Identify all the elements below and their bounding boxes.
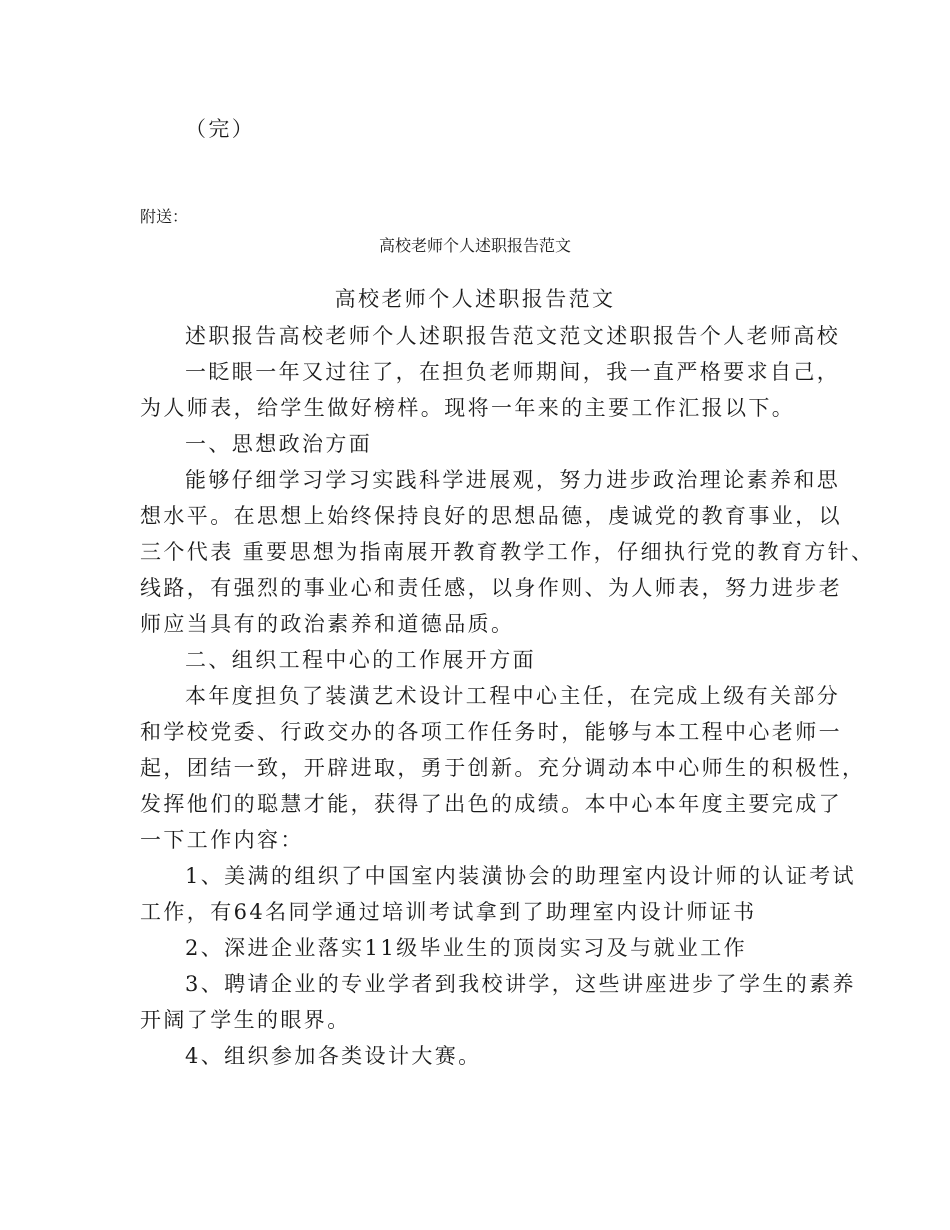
paragraph-line: 一下工作内容：: [140, 828, 304, 852]
paragraph-line: 线路，有强烈的事业心和责任感，以身作则、为人师表，努力进步老: [140, 576, 842, 600]
paragraph-line: 开阔了学生的眼界。: [140, 1008, 351, 1032]
paragraph-line: 为人师表，给学生做好榜样。现将一年来的主要工作汇报以下。: [140, 396, 796, 420]
paragraph-line: 本年度担负了装潢艺术设计工程中心主任，在完成上级有关部分: [185, 684, 841, 708]
section-heading: 二、组织工程中心的工作展开方面: [185, 648, 536, 672]
list-item: 1、美满的组织了中国室内装潢协会的助理室内设计师的认证考试: [185, 864, 856, 888]
attachment-title: 高校老师个人述职报告范文: [378, 236, 571, 255]
paragraph-line: 和学校党委、行政交办的各项工作任务时，能够与本工程中心老师一: [140, 720, 842, 744]
paragraph-line: 发挥他们的聪慧才能，获得了出色的成绩。本中心本年度主要完成了: [140, 792, 842, 816]
paragraph-line: 起，团结一致，开辟进取，勇于创新。充分调动本中心师生的积极性，: [140, 756, 866, 780]
section-heading: 一、思想政治方面: [185, 432, 373, 456]
list-item: 3、聘请企业的专业学者到我校讲学，这些讲座进步了学生的素养: [185, 972, 856, 996]
end-mark: （完）: [185, 117, 256, 141]
paragraph-line: 工作，有64名同学通过培训考试拿到了助理室内设计师证书: [140, 900, 757, 924]
paragraph-line: 能够仔细学习学习实践科学进展观，努力进步政治理论素养和思: [185, 468, 841, 492]
paragraph-line: 述职报告高校老师个人述职报告范文范文述职报告个人老师高校: [185, 324, 841, 348]
list-item: 2、深进企业落实11级毕业生的顶岗实习及与就业工作: [185, 936, 748, 960]
attachment-label: 附送：: [140, 207, 189, 226]
paragraph-line: 想水平。在思想上始终保持良好的思想品德，虔诚党的教育事业，以: [140, 504, 842, 528]
main-title: 高校老师个人述职报告范文: [334, 287, 616, 311]
paragraph-line: 一眨眼一年又过往了，在担负老师期间，我一直严格要求自己，: [185, 360, 841, 384]
paragraph-line: 师应当具有的政治素养和道德品质。: [140, 612, 515, 636]
list-item: 4、组织参加各类设计大赛。: [185, 1044, 482, 1068]
paragraph-line: 三个代表 重要思想为指南展开教育教学工作，仔细执行党的教育方针、: [140, 540, 875, 564]
